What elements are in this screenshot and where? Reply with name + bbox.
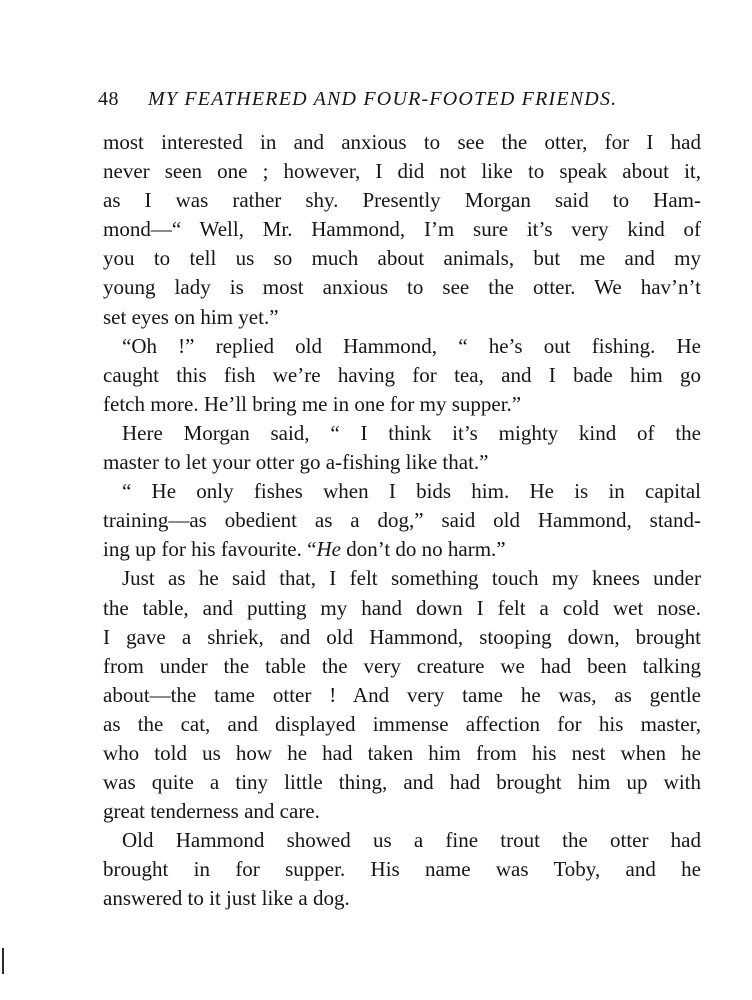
text-line: I gave a shriek, and old Hammond, stooping down, brought	[103, 624, 701, 649]
text-line-with-italic	[103, 535, 701, 564]
text-line: caught this fish we’re having for tea, and I bade him go	[103, 362, 701, 387]
text-line: master to let your otter go a-fishing like that.”	[103, 450, 489, 475]
body-text	[103, 128, 701, 914]
text-line: brought in for supper. His name was Toby, and he	[103, 857, 701, 882]
text-line: the table, and putting my hand down I felt a cold wet nose.	[103, 595, 701, 620]
text-line: from under the table the very creature we had been talking	[103, 653, 701, 678]
text-line: “ He only fishes when I bids him. He is in capital	[122, 479, 701, 504]
paragraph-6	[103, 826, 701, 913]
text-line: set eyes on him yet.”	[103, 304, 279, 329]
text-line: Here Morgan said, “ I think it’s mighty kind of the	[122, 420, 701, 445]
text-line: answered to it just like a dog.	[103, 886, 350, 911]
text-line: as the cat, and displayed immense affection for his master,	[103, 711, 701, 736]
scan-edge-mark	[2, 948, 4, 974]
text-line: young lady is most anxious to see the otter. We hav’n’t	[103, 275, 701, 300]
text-run: don’t do no harm.”	[340, 537, 506, 562]
text-line: training—as obedient as a dog,” said old Hammond, stand-	[103, 508, 701, 533]
text-line: never seen one ; however, I did not like to speak about it,	[103, 159, 701, 184]
text-line: you to tell us so much about animals, but me and my	[103, 246, 701, 271]
paragraph-2	[103, 332, 701, 419]
running-head	[98, 84, 644, 114]
italic-word: He	[316, 537, 341, 562]
text-line: fetch more. He’ll bring me in one for my supper.”	[103, 391, 522, 416]
text-line: Just as he said that, I felt something touch my knees under	[122, 566, 701, 591]
text-line: as I was rather shy. Presently Morgan said to Ham-	[103, 188, 701, 213]
text-line: most interested in and anxious to see the otter, for I had	[103, 130, 701, 154]
paragraph-5	[103, 564, 701, 826]
page-number: 48	[98, 88, 119, 110]
text-run: ing up for his favourite.	[103, 537, 302, 562]
paragraph-3	[103, 419, 701, 477]
running-title: MY FEATHERED AND FOUR-FOOTED FRIENDS.	[148, 88, 618, 110]
paragraph-4	[103, 477, 701, 564]
paragraph-1	[103, 128, 701, 332]
text-line: great tenderness and care.	[103, 799, 320, 824]
text-line: Old Hammond showed us a fine trout the otter had	[122, 828, 701, 853]
text-line: who told us how he had taken him from his nest when he	[103, 740, 701, 765]
quote-open: “	[307, 537, 317, 562]
text-line: mond—“ Well, Mr. Hammond, I’m sure it’s very kind of	[103, 217, 701, 242]
text-line: “Oh !” replied old Hammond, “ he’s out fishing. He	[122, 333, 701, 358]
text-line: was quite a tiny little thing, and had brought him up with	[103, 770, 701, 795]
text-line: about—the tame otter ! And very tame he was, as gentle	[103, 682, 701, 707]
